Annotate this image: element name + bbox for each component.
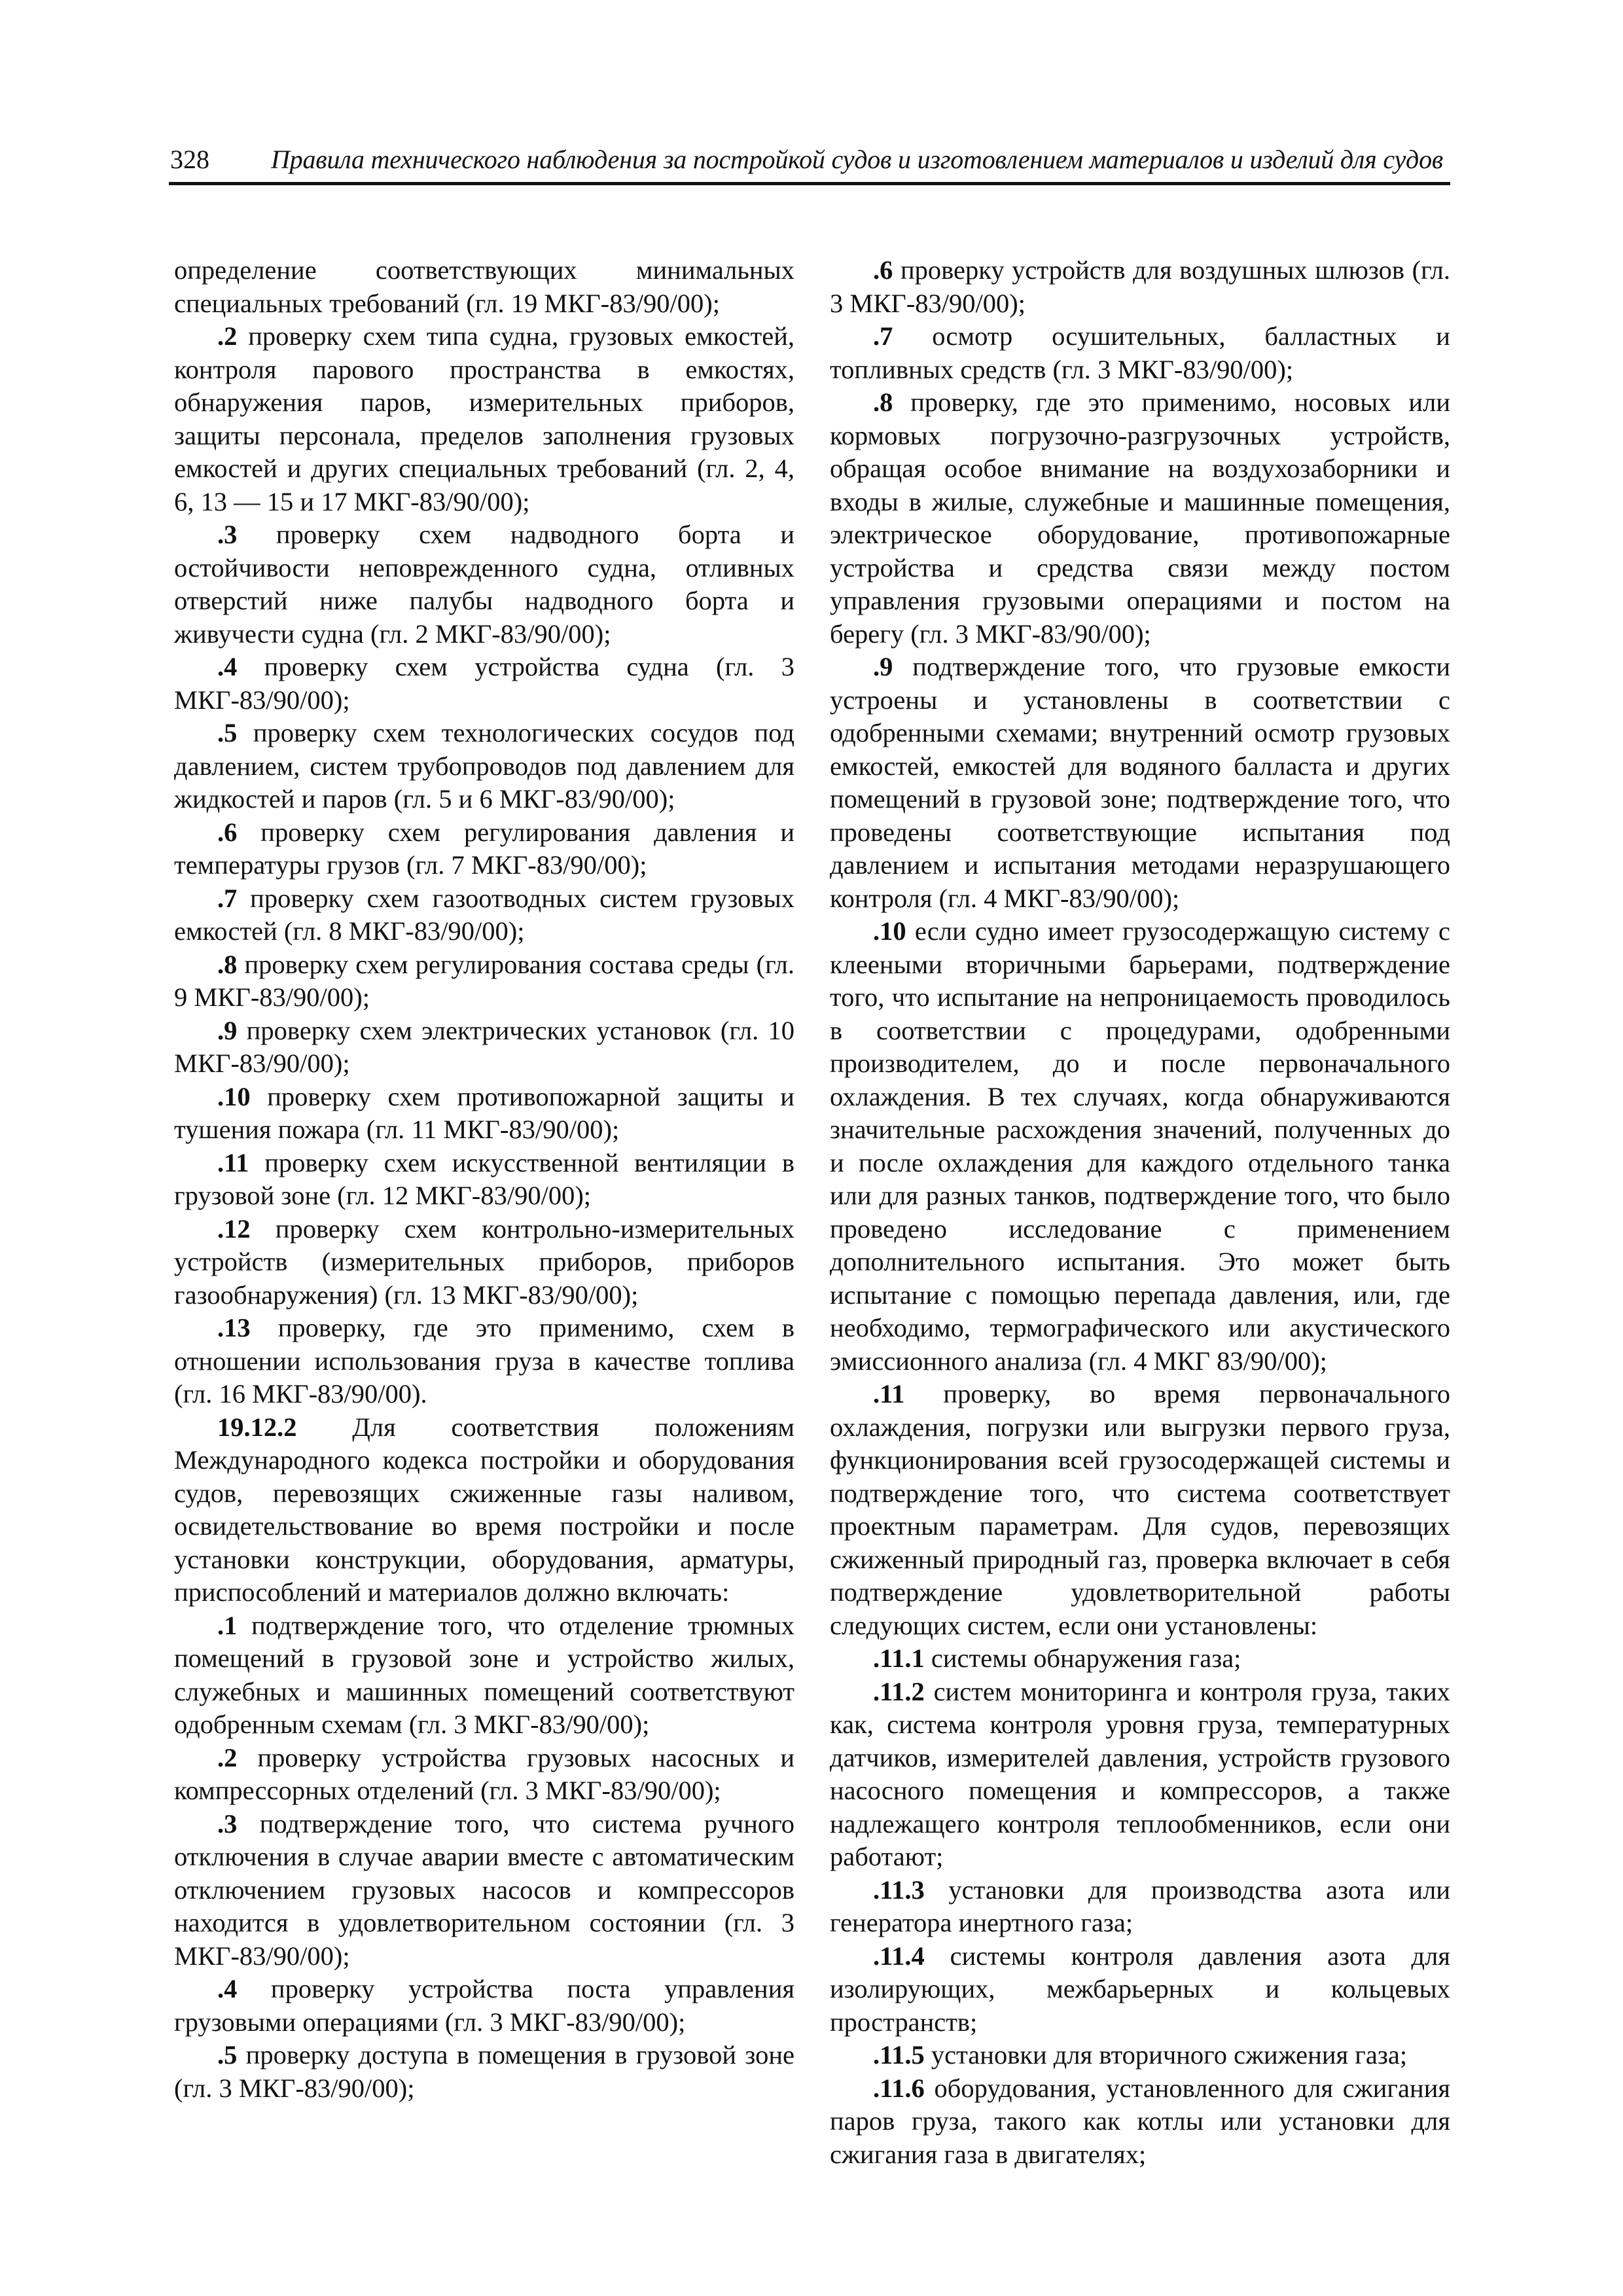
paragraph-text: подтверждение того, что отделение трюмных помещений в грузовой зоне и устройство жилых, служебных и машинных помещений соответствуют одобренным схемам (гл. 3 МКГ-83/90/00);	[174, 1610, 794, 1739]
paragraph	[174, 1808, 794, 1973]
paragraph-text: установки для производства азота или генератора инертного газа;	[830, 1874, 1450, 1937]
item-number: 19.12.2	[217, 1412, 297, 1442]
running-title: Правила технического наблюдения за постройкой судов и изготовлением материалов и изделий для судов	[271, 145, 1444, 174]
paragraph	[830, 2072, 1450, 2172]
paragraph-text: проверку схем противопожарной защиты и тушения пожара (гл. 11 МКГ-83/90/00);	[174, 1081, 794, 1144]
item-number: .8	[873, 387, 893, 417]
paragraph-text: подтверждение того, что грузовые емкости устроены и установлены в соответствии с одобренными схемами; внутренний осмотр грузовых емкостей, емкостей для водяного балласта и других помещений в грузовой зоне; подтверждение того, что проведены соответствующие испытания под давлением и испытания методами неразрушающего контроля (гл. 4 МКГ-83/90/00);	[830, 652, 1450, 913]
paragraph	[174, 1312, 794, 1411]
page-header	[169, 143, 1450, 185]
paragraph-text: проверку устройства поста управления грузовыми операциями (гл. 3 МКГ-83/90/00);	[174, 1974, 794, 2037]
paragraph	[830, 1642, 1450, 1676]
paragraph-text: проверку схем контрольно-измерительных устройств (измерительных приборов, приборов газообнаружения) (гл. 13 МКГ-83/90/00);	[174, 1213, 794, 1310]
paragraph	[174, 518, 794, 651]
item-number: .4	[217, 1974, 238, 2003]
item-number: .4	[217, 652, 238, 681]
paragraph-text: проверку схем надводного борта и остойчивости неповрежденного судна, отливных отверстий ниже палубы надводного борта и живучести судна (гл. 2 МКГ-83/90/00);	[174, 520, 794, 649]
paragraph	[830, 1676, 1450, 1874]
paragraph-text: оборудования, установленного для сжигания паров груза, такого как котлы или установки для сжигания газа в двигателях;	[830, 2073, 1450, 2169]
paragraph-text: проверку схем устройства судна (гл. 3 МКГ-83/90/00);	[174, 652, 794, 715]
paragraph	[174, 1081, 794, 1147]
paragraph-text: если судно имеет грузосодержащую систему с клееными вторичными барьерами, подтверждение того, что испытание на непроницаемость проводилось в соответствии с процедурами, одобренными производителем, до и после первоначального охлаждения. В тех случаях, когда обнаруживаются значительные расхождения значений, полученных до и после охлаждения для каждого отдельного танка или для разных танков, подтверждение того, что было проведено исследование с применением дополнительного испытания. Это может быть испытание с помощью перепада давления, или, где необходимо, термографического или акустического эмиссионного анализа (гл. 4 МКГ 83/90/00);	[830, 916, 1450, 1376]
paragraph	[174, 1147, 794, 1213]
paragraph	[830, 915, 1450, 1378]
paragraph	[174, 1411, 794, 1609]
paragraph	[174, 1742, 794, 1808]
paragraph-text: Для соответствия положениям Международного кодекса постройки и оборудования судов, перевозящих сжиженные газы наливом, освидетельствование во время постройки и после установки конструкции, оборудования, арматуры, приспособлений и материалов должно включать:	[174, 1412, 794, 1607]
paragraph	[174, 717, 794, 816]
item-number: .9	[217, 1015, 238, 1045]
item-number: .1	[217, 1610, 238, 1640]
paragraph	[174, 651, 794, 717]
item-number: .13	[217, 1313, 251, 1342]
paragraph	[830, 651, 1450, 915]
paragraph	[174, 1014, 794, 1081]
paragraph-text: подтверждение того, что система ручного отключения в случае аварии вместе с автоматическим отключением грузовых насосов и компрессоров находится в удовлетворительном состоянии (гл. 3 МКГ-83/90/00);	[174, 1808, 794, 1971]
paragraph-text: проверку схем искусственной вентиляции в грузовой зоне (гл. 12 МКГ-83/90/00);	[174, 1147, 794, 1210]
paragraph	[830, 386, 1450, 651]
item-number: .3	[217, 520, 238, 549]
item-number: .2	[217, 321, 238, 351]
item-number: .11.4	[873, 1941, 925, 1971]
paragraph-text: проверку схем типа судна, грузовых емкостей, контроля парового пространства в емкостях, обнаружения паров, измерительных приборов, защиты персонала, пределов заполнения грузовых емкостей и других специальных требований (гл. 2, 4, 6, 13 — 15 и 17 МКГ-83/90/00);	[174, 321, 794, 516]
item-number: .2	[217, 1742, 238, 1772]
paragraph	[830, 320, 1450, 386]
item-number: .6	[873, 255, 893, 285]
paragraph-text: системы контроля давления азота для изолирующих, межбарьерных и кольцевых пространств;	[830, 1941, 1450, 2037]
paragraph	[174, 1213, 794, 1312]
paragraph	[830, 1940, 1450, 2039]
paragraph-text: проверку устройств для воздушных шлюзов (гл. 3 МКГ-83/90/00);	[830, 255, 1450, 318]
paragraph	[830, 254, 1450, 320]
item-number: .3	[217, 1808, 238, 1839]
paragraph-text: проверку схем регулирования состава среды (гл. 9 МКГ-83/90/00);	[174, 949, 794, 1012]
item-number: .9	[873, 652, 893, 681]
item-number: .7	[217, 883, 238, 913]
item-number: .8	[217, 949, 238, 979]
paragraph	[174, 948, 794, 1014]
paragraph-text: проверку, во время первоначального охлаждения, погрузки или выгрузки первого груза, функционирования всей грузосодержащей системы и подтверждение того, что система соответствует проектным параметрам. Для судов, перевозящих сжиженный природный газ, проверка включает в себя подтверждение удовлетворительной работы следующих систем, если они установлены:	[830, 1379, 1450, 1640]
item-number: .5	[217, 718, 238, 747]
item-number: .11.5	[873, 2040, 925, 2070]
paragraph-text: проверку, где это применимо, схем в отношении использования груза в качестве топлива (гл. 16 МКГ-83/90/00).	[174, 1313, 794, 1408]
item-number: .11.1	[873, 1643, 925, 1673]
paragraph-text: проверку схем газоотводных систем грузовых емкостей (гл. 8 МКГ-83/90/00);	[174, 883, 794, 946]
item-number: .10	[217, 1081, 251, 1111]
paragraph	[174, 2039, 794, 2105]
left-column	[174, 254, 794, 2105]
paragraph-text: определение соответствующих минимальных специальных требований (гл. 19 МКГ-83/90/00);	[174, 255, 794, 318]
item-number: .5	[217, 2040, 238, 2070]
paragraph	[830, 2039, 1450, 2072]
item-number: .7	[873, 321, 893, 351]
paragraph-text: проверку схем электрических установок (гл. 10 МКГ-83/90/00);	[174, 1015, 794, 1078]
paragraph-text: проверку схем регулирования давления и температуры грузов (гл. 7 МКГ-83/90/00);	[174, 817, 794, 880]
paragraph-text: проверку схем технологических сосудов под давлением, систем трубопроводов под давлением для жидкостей и паров (гл. 5 и 6 МКГ-83/90/00);	[174, 718, 794, 814]
paragraph-text: установки для вторичного сжижения газа;	[924, 2040, 1408, 2070]
paragraph	[174, 254, 794, 320]
paragraph	[830, 1378, 1450, 1642]
paragraph	[174, 816, 794, 882]
item-number: .6	[217, 817, 238, 847]
paragraph-text: проверку, где это применимо, носовых или кормовых погрузочно-разгрузочных устройств, обращая особое внимание на воздухозаборники и входы в жилые, служебные и машинные помещения, электрическое оборудование, противопожарные устройства и средства связи между постом управления грузовыми операциями и постом на берегу (гл. 3 МКГ-83/90/00);	[830, 387, 1450, 649]
paragraph	[174, 882, 794, 948]
paragraph-text: проверку устройства грузовых насосных и компрессорных отделений (гл. 3 МКГ-83/90/00);	[174, 1742, 794, 1805]
paragraph	[830, 1874, 1450, 1940]
item-number: .10	[873, 916, 906, 946]
item-number: .11	[873, 1379, 905, 1408]
paragraph	[174, 1973, 794, 2039]
paragraph	[174, 1609, 794, 1742]
paragraph-text: систем мониторинга и контроля груза, таких как, система контроля уровня груза, температурных датчиков, измерителей давления, устройств грузового насосного помещения и компрессоров, а также надлежащего контроля теплообменников, если они работают;	[830, 1676, 1450, 1871]
item-number: .11.6	[873, 2073, 925, 2103]
item-number: .11.3	[873, 1874, 925, 1905]
item-number: .11	[217, 1147, 249, 1177]
page-number: 328	[170, 145, 209, 174]
paragraph	[174, 320, 794, 518]
item-number: .11.2	[873, 1676, 925, 1706]
right-column	[830, 254, 1450, 2171]
paragraph-text: проверку доступа в помещения в грузовой зоне (гл. 3 МКГ-83/90/00);	[174, 2040, 794, 2103]
paragraph-text: осмотр осушительных, балластных и топливных средств (гл. 3 МКГ-83/90/00);	[830, 321, 1450, 384]
item-number: .12	[217, 1213, 251, 1244]
paragraph-text: системы обнаружения газа;	[924, 1643, 1241, 1673]
